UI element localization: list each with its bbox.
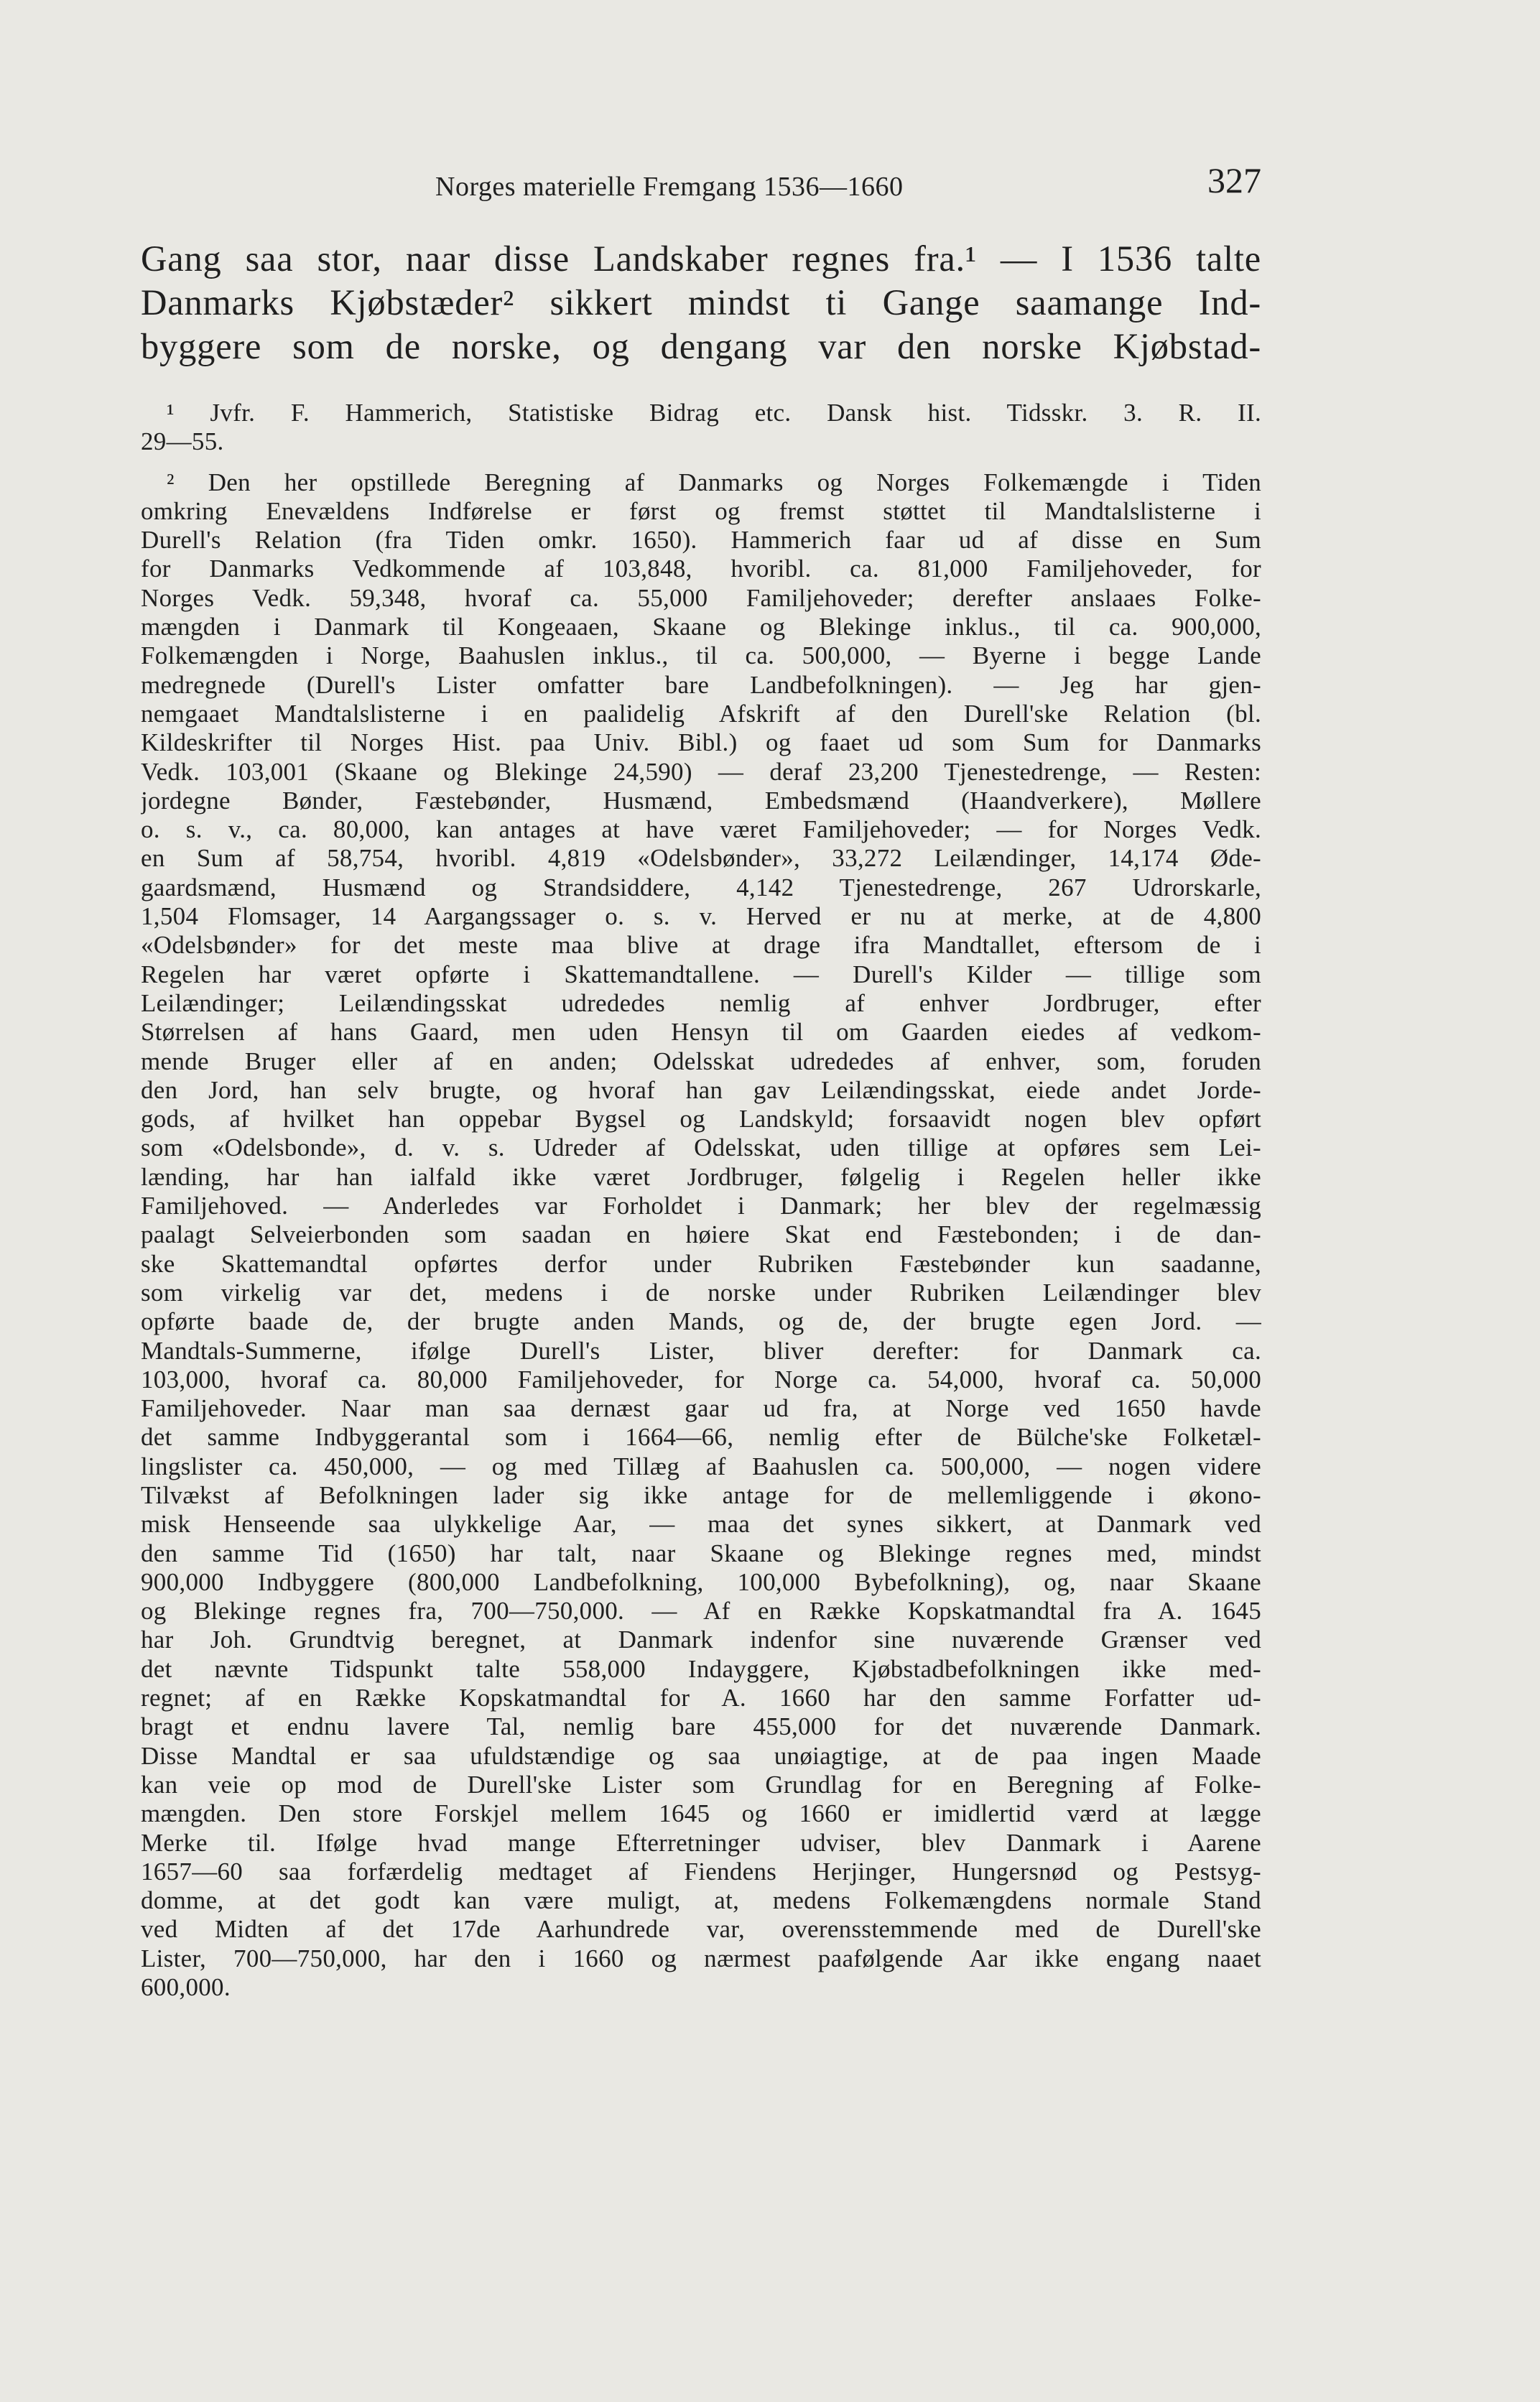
footnote-line: o. s. v., ca. 80,000, kan antages at have været Familjehoveder; — for Norges Vedk. [141,815,1261,844]
footnote-line: Norges Vedk. 59,348, hvoraf ca. 55,000 Familjehoveder; derefter anslaaes Folke- [141,583,1261,612]
body-line: Gang saa stor, naar disse Landskaber regnes fra.¹ — I 1536 talte [141,238,1261,279]
footnote-line: Størrelsen af hans Gaard, men uden Hensyn til om Gaarden eiedes af vedkom- [141,1018,1261,1047]
footnote-line: ¹ Jvfr. F. Hammerich, Statistiske Bidrag etc. Dansk hist. Tidsskr. 3. R. II. [167,399,1261,427]
footnote-line: misk Henseende saa ulykkelige Aar, — maa det synes sikkert, at Danmark ved [141,1510,1261,1539]
footnotes [141,399,1261,2002]
footnote-line: for Danmarks Vedkommende af 103,848, hvoribl. ca. 81,000 Familjehoveder, for [141,555,1261,583]
footnote-line: Leilændinger; Leilændingsskat udrededes nemlig af enhver Jordbruger, efter [141,988,1261,1017]
footnote-line: og Blekinge regnes fra, 700—750,000. — Af en Række Kopskatmandtal fra A. 1645 [141,1597,1261,1626]
footnote-line: 103,000, hvoraf ca. 80,000 Familjehoveder, for Norge ca. 54,000, hvoraf ca. 50,000 [141,1365,1261,1394]
footnote-line: 29—55. [141,427,224,456]
footnote-2 [141,468,1261,2003]
footnote-line: Tilvækst af Befolkningen lader sig ikke antage for de mellemliggende i økono- [141,1480,1261,1509]
footnote-line: Kildeskrifter til Norges Hist. paa Univ. Bibl.) og faaet ud som Sum for Danmarks [141,728,1261,757]
footnote-line: ske Skattemandtal opførtes derfor under Rubriken Fæstebønder kun saadanne, [141,1249,1261,1278]
page-header [141,159,1261,210]
footnote-line: 1,504 Flomsager, 14 Aargangssager o. s. v. Herved er nu at merke, at de 4,800 [141,902,1261,931]
footnote-line: Merke til. Ifølge hvad mange Efterretninger udviser, blev Danmark i Aarene [141,1828,1261,1857]
footnote-line: bragt et endnu lavere Tal, nemlig bare 455,000 for det nuværende Danmark. [141,1712,1261,1741]
running-title: Norges materielle Fremgang 1536—1660 [435,172,904,202]
footnote-line: Disse Mandtal er saa ufuldstændige og saa unøiagtige, at de paa ingen Maade [141,1741,1261,1770]
footnote-line: den samme Tid (1650) har talt, naar Skaane og Blekinge regnes med, mindst [141,1539,1261,1567]
footnote-line: omkring Enevældens Indførelse er først og fremst støttet til Mandtalslisterne i [141,496,1261,525]
footnote-line: ² Den her opstillede Beregning af Danmarks og Norges Folkemængde i Tiden [167,468,1261,496]
footnote-line: Mandtals-Summerne, ifølge Durell's Lister, bliver derefter: for Danmark ca. [141,1336,1261,1365]
footnote-line: Familjehoveder. Naar man saa dernæst gaar ud fra, at Norge ved 1650 havde [141,1394,1261,1423]
footnote-line: kan veie op mod de Durell'ske Lister som Grundlag for en Beregning af Folke- [141,1770,1261,1799]
footnote-line: som «Odelsbonde», d. v. s. Udreder af Odelsskat, uden tillige at opføres sem Lei- [141,1133,1261,1162]
footnote-line: 600,000. [141,1973,231,2002]
footnote-line: som virkelig var det, medens i de norske under Rubriken Leilændinger blev [141,1278,1261,1307]
body-line: Danmarks Kjøbstæder² sikkert mindst ti Gange saamange Ind- [141,282,1261,323]
footnote-line: 1657—60 saa forfærdelig medtaget af Fiendens Herjinger, Hungersnød og Pestsyg- [141,1857,1261,1886]
page-number: 327 [1207,160,1261,200]
footnote-line: den Jord, han selv brugte, og hvoraf han gav Leilændingsskat, eiede andet Jorde- [141,1075,1261,1104]
footnote-line: nemgaaet Mandtalslisterne i en paalidelig Afskrift af den Durell'ske Relation (bl. [141,699,1261,728]
footnote-line: opførte baade de, der brugte anden Mands, og de, der brugte egen Jord. — [141,1307,1261,1336]
footnote-line: lingslister ca. 450,000, — og med Tillæg af Baahuslen ca. 500,000, — nogen videre [141,1452,1261,1480]
footnote-line: domme, at det godt kan være muligt, at, medens Folkemængdens normale Stand [141,1886,1261,1915]
footnote-line: ved Midten af det 17de Aarhundrede var, overensstemmende med de Durell'ske [141,1915,1261,1944]
footnote-line: «Odelsbønder» for det meste maa blive at drage ifra Mandtallet, eftersom de i [141,931,1261,960]
footnote-line: Regelen har været opførte i Skattemandtallene. — Durell's Kilder — tillige som [141,960,1261,988]
footnote-1 [141,399,1261,457]
footnote-line: Durell's Relation (fra Tiden omkr. 1650). Hammerich faar ud af disse en Sum [141,526,1261,555]
footnote-line: Lister, 700—750,000, har den i 1660 og nærmest paafølgende Aar ikke engang naaet [141,1944,1261,1972]
footnote-line: gods, af hvilket han oppebar Bygsel og Landskyld; forsaavidt nogen blev opført [141,1105,1261,1133]
footnote-line: mende Bruger eller af en anden; Odelsskat udrededes af enhver, som, foruden [141,1047,1261,1075]
footnote-line: en Sum af 58,754, hvoribl. 4,819 «Odelsbønder», 33,272 Leilændinger, 14,174 Øde- [141,844,1261,873]
footnote-line: Folkemængden i Norge, Baahuslen inklus., til ca. 500,000, — Byerne i begge Lande [141,641,1261,670]
footnote-line: mængden i Danmark til Kongeaaen, Skaane og Blekinge inklus., til ca. 900,000, [141,613,1261,641]
footnote-line: regnet; af en Række Kopskatmandtal for A. 1660 har den samme Forfatter ud- [141,1684,1261,1712]
footnote-line: 900,000 Indbyggere (800,000 Landbefolkning, 100,000 Bybefolkning), og, naar Skaane [141,1567,1261,1596]
body-line: byggere som de norske, og dengang var den norske Kjøbstad- [141,326,1261,366]
footnote-line: mængden. Den store Forskjel mellem 1645 og 1660 er imidlertid værd at lægge [141,1799,1261,1828]
footnote-line: Familjehoved. — Anderledes var Forholdet i Danmark; her blev der regelmæssig [141,1192,1261,1220]
footnote-line: Vedk. 103,001 (Skaane og Blekinge 24,590) — deraf 23,200 Tjenestedrenge, — Resten: [141,757,1261,786]
footnote-line: det nævnte Tidspunkt talte 558,000 Indayggere, Kjøbstadbefolkningen ikke med- [141,1654,1261,1683]
footnote-line: har Joh. Grundtvig beregnet, at Danmark indenfor sine nuværende Grænser ved [141,1626,1261,1654]
body-text [141,237,1261,368]
footnote-line: det samme Indbyggerantal som i 1664—66, nemlig efter de Bülche'ske Folketæl- [141,1423,1261,1452]
footnote-line: gaardsmænd, Husmænd og Strandsiddere, 4,142 Tjenestedrenge, 267 Udrorskarle, [141,873,1261,901]
footnote-line: jordegne Bønder, Fæstebønder, Husmænd, Embedsmænd (Haandverkere), Møllere [141,786,1261,815]
footnote-line: lænding, har han ialfald ikke været Jordbruger, følgelig i Regelen heller ikke [141,1162,1261,1191]
footnote-line: paalagt Selveierbonden som saadan en høiere Skat end Fæstebonden; i de dan- [141,1220,1261,1249]
footnote-line: medregnede (Durell's Lister omfatter bare Landbefolkningen). — Jeg har gjen- [141,670,1261,699]
